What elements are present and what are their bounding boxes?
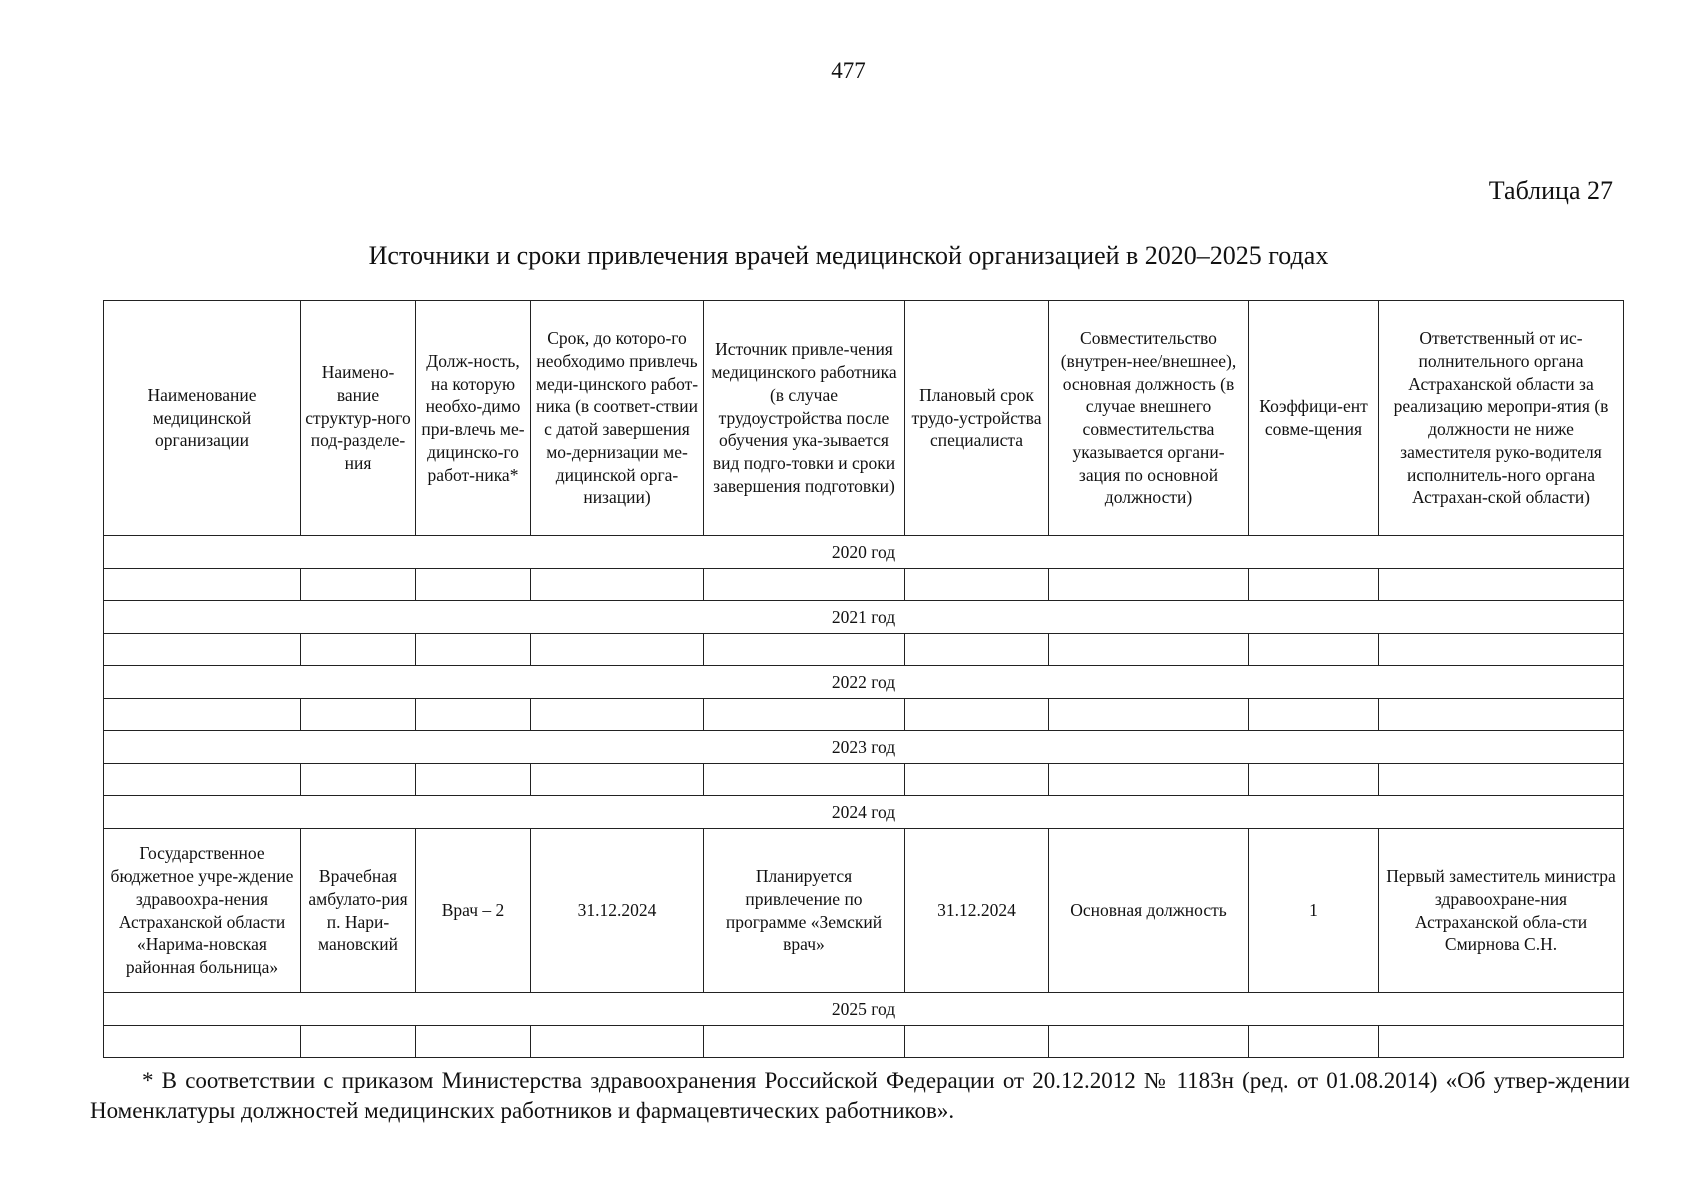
header-cell: Источник привле-чения медицинского работника (в случае трудоустройства после обучения ука-зывается вид подго-товки и сроки завершения подготовки) <box>704 301 905 536</box>
page-number: 477 <box>831 58 866 83</box>
recruitment-table <box>103 300 1624 1058</box>
header-cell: Совместительство (внутрен-нее/внешнее), основная должность (в случае внешнего совместительства указывается органи-зация по основной должности) <box>1049 301 1249 536</box>
organization-cell: Государственное бюджетное учре-ждение здравоохра-нения Астраханской области «Нарима-новская районная больница» <box>104 829 301 993</box>
year-label: 2025 год <box>104 993 1624 1026</box>
header-cell: Наименование медицинской организации <box>104 301 301 536</box>
table-row <box>104 634 1624 666</box>
document-title: Источники и сроки привлечения врачей медицинской организацией в 2020–2025 годах <box>368 241 1329 270</box>
table-row <box>104 1026 1624 1058</box>
year-row <box>104 731 1624 764</box>
table-label: Таблица 27 <box>1488 176 1613 205</box>
table-header-row <box>104 301 1624 536</box>
year-row <box>104 993 1624 1026</box>
header-cell: Долж-ность, на которую необхо-димо при-влечь ме-дицинско-го работ-ника* <box>416 301 531 536</box>
year-label: 2020 год <box>104 536 1624 569</box>
footnote: * В соответствии с приказом Министерства здравоохранения Российской Федерации от 20.12.2012 № 1183н (ред. от 01.08.2014) «Об утвер-ждении Номенклатуры должностей медицинских работников и фармацевтических работников». <box>90 1068 1630 1124</box>
planned-date-cell: 31.12.2024 <box>905 829 1049 993</box>
responsible-cell: Первый заместитель министра здравоохране-ния Астраханской обла-сти Смирнова С.Н. <box>1379 829 1624 993</box>
year-row <box>104 796 1624 829</box>
deadline-cell: 31.12.2024 <box>531 829 704 993</box>
table-row <box>104 569 1624 601</box>
position-cell: Врач – 2 <box>416 829 531 993</box>
year-label: 2021 год <box>104 601 1624 634</box>
year-label: 2022 год <box>104 666 1624 699</box>
table-row <box>104 699 1624 731</box>
header-cell: Коэффици-ент совме-щения <box>1249 301 1379 536</box>
header-cell: Плановый срок трудо-устройства специалиста <box>905 301 1049 536</box>
subdivision-cell: Врачебная амбулато-рия п. Нари-мановский <box>301 829 416 993</box>
year-row <box>104 601 1624 634</box>
header-cell: Срок, до которо-го необходимо привлечь меди-цинского работ-ника (в соответ-ствии с датой завершения мо-дернизации ме-дицинской орга-низации) <box>531 301 704 536</box>
year-label: 2023 год <box>104 731 1624 764</box>
source-cell: Планируется привлечение по программе «Земский врач» <box>704 829 905 993</box>
combination-cell: Основная должность <box>1049 829 1249 993</box>
header-cell: Ответственный от ис-полнительного органа Астраханской области за реализацию меропри-ятия (в должности не ниже заместителя руко-водителя исполнитель-ного органа Астрахан-ской области) <box>1379 301 1624 536</box>
year-row <box>104 666 1624 699</box>
header-cell: Наимено-вание структур-ного под-разделе-ния <box>301 301 416 536</box>
table-row <box>104 829 1624 993</box>
coefficient-cell: 1 <box>1249 829 1379 993</box>
year-row <box>104 536 1624 569</box>
table-row <box>104 764 1624 796</box>
year-label: 2024 год <box>104 796 1624 829</box>
